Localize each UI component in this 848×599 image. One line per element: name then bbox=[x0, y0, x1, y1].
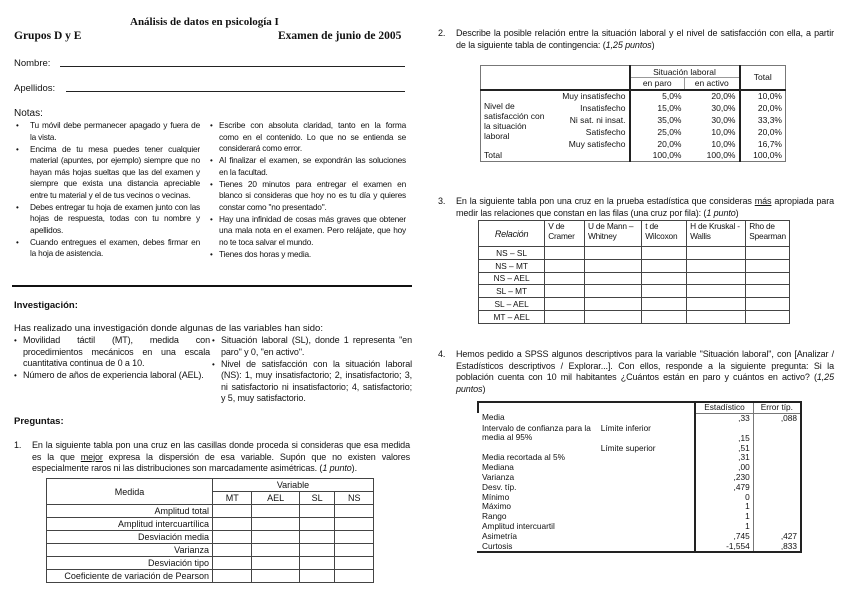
question-number: 2. bbox=[438, 28, 446, 38]
answer-cell[interactable] bbox=[545, 247, 585, 260]
row-label: Muy insatisfecho bbox=[553, 90, 630, 102]
note-item: • Al finalizar el examen, se expondrán las soluciones en la facultad. bbox=[210, 155, 406, 178]
question-number: 1. bbox=[14, 440, 22, 450]
error-value bbox=[753, 424, 801, 444]
stat-value: ,479 bbox=[695, 483, 753, 493]
variable-header: Variable bbox=[213, 479, 374, 492]
stat-value: ,31 bbox=[695, 453, 753, 463]
stat-sublabel bbox=[598, 463, 696, 473]
answer-cell[interactable] bbox=[584, 298, 641, 311]
answer-cell[interactable] bbox=[545, 298, 585, 311]
investigation-intro: Has realizado una investigación donde algunas de las variables han sido: bbox=[14, 323, 323, 334]
stat-sublabel bbox=[598, 512, 696, 522]
stat-value: 1 bbox=[695, 522, 753, 532]
stat-sublabel bbox=[598, 473, 696, 483]
answer-cell[interactable] bbox=[584, 272, 641, 285]
answer-cell[interactable] bbox=[584, 247, 641, 260]
test-col-header: V de Cramer bbox=[545, 221, 585, 247]
cell-value: 10,0% bbox=[740, 90, 786, 102]
stat-sublabel bbox=[598, 493, 696, 503]
measure-label: Varianza bbox=[47, 544, 213, 557]
answer-cell[interactable] bbox=[584, 259, 641, 272]
stat-value: 1 bbox=[695, 512, 753, 522]
stat-sublabel bbox=[598, 453, 696, 463]
situacion-header: Situación laboral bbox=[630, 66, 740, 78]
stat-label: Rango bbox=[482, 511, 507, 522]
test-col-header: t de Wilcoxon bbox=[642, 221, 687, 247]
error-value bbox=[753, 463, 801, 473]
error-value: ,833 bbox=[753, 542, 801, 553]
estadistico-header: Estadístico bbox=[695, 402, 753, 413]
stat-value: -1,554 bbox=[695, 542, 753, 553]
table-row bbox=[479, 285, 790, 298]
stat-sublabel bbox=[598, 532, 696, 542]
question-text: En la siguiente tabla pon una cruz en la prueba estadística que consideras más apropiada para medir las relaciones que constan en las filas (una cruz por fila): (1 punto) bbox=[456, 196, 834, 218]
total-value: 100,0% bbox=[630, 150, 685, 162]
answer-cell[interactable] bbox=[687, 285, 746, 298]
exam-date: Examen de junio de 2005 bbox=[278, 30, 402, 42]
answer-cell[interactable] bbox=[335, 557, 374, 570]
total-value: 100,0% bbox=[685, 150, 740, 162]
measure-label: Amplitud intercuartílica bbox=[47, 518, 213, 531]
relation-label: SL – MT bbox=[479, 285, 545, 298]
answer-cell[interactable] bbox=[213, 570, 252, 583]
total-label: Total bbox=[481, 150, 630, 162]
note-item: • Debes entregar tu hoja de examen junto con las hojas de respuesta, todas con tu nombre y apellidos. bbox=[14, 202, 200, 237]
table-row bbox=[47, 531, 374, 544]
row-label: Muy satisfecho bbox=[553, 138, 630, 150]
table-row bbox=[478, 483, 801, 493]
answer-cell[interactable] bbox=[213, 518, 252, 531]
notes-title: Notas: bbox=[14, 108, 43, 119]
notes-right-list bbox=[210, 120, 406, 261]
answer-cell[interactable] bbox=[299, 531, 335, 544]
answer-cell[interactable] bbox=[299, 557, 335, 570]
question-text: Describe la posible relación entre la situación laboral y el nivel de satisfacción con ella, a partir de la siguiente tabla de contingencia: (1,25 puntos) bbox=[456, 28, 834, 50]
col-en-paro: en paro bbox=[630, 78, 685, 90]
answer-cell[interactable] bbox=[252, 518, 299, 531]
cell-value: 10,0% bbox=[711, 138, 736, 149]
question-4 bbox=[438, 349, 834, 395]
test-col-header: H de Kruskal - Wallis bbox=[687, 221, 746, 247]
answer-cell[interactable] bbox=[746, 247, 790, 260]
variable-col-ael: AEL bbox=[252, 492, 299, 505]
error-header: Error típ. bbox=[753, 402, 801, 413]
relation-label: SL – AEL bbox=[479, 298, 545, 311]
answer-cell[interactable] bbox=[746, 285, 790, 298]
note-item: • Encima de tu mesa puedes tener cualquier material (apuntes, por ejemplo) siempre que no hayan más hojas sueltas que las del examen y siempre que exista una distancia apreciable entre tu material y el de tus vecinos o vecinas. bbox=[14, 144, 200, 202]
investigation-title: Investigación: bbox=[14, 300, 78, 311]
table-row bbox=[479, 310, 790, 323]
note-item: • Tienes 20 minutos para entregar el examen en blanco si consideras que hoy no es tu día y quieres constar como "no presentado". bbox=[210, 179, 406, 214]
question-2 bbox=[438, 28, 834, 51]
exam-groups: Grupos D y E bbox=[14, 30, 82, 42]
nombre-label: Nombre: bbox=[14, 58, 51, 69]
stat-value: ,00 bbox=[695, 463, 753, 473]
stat-value: ,745 bbox=[695, 532, 753, 542]
table-row bbox=[47, 544, 374, 557]
answer-cell[interactable] bbox=[299, 570, 335, 583]
row-group-label: Nivel de satisfacción con la situación laboral bbox=[481, 90, 553, 150]
note-item: • Tu móvil debe permanecer apagado y fuera de la vista. bbox=[14, 120, 200, 143]
stat-value: 1 bbox=[695, 502, 753, 512]
stat-label: Desv. típ. bbox=[482, 481, 517, 492]
test-selection-table bbox=[478, 220, 790, 324]
question-number: 4. bbox=[438, 349, 446, 359]
questions-title: Preguntas: bbox=[14, 416, 64, 427]
answer-cell[interactable] bbox=[687, 310, 746, 323]
stat-label: Intervalo de confianza para la media al 95% bbox=[482, 422, 591, 443]
table-row bbox=[478, 522, 801, 532]
answer-cell[interactable] bbox=[746, 272, 790, 285]
error-value bbox=[753, 512, 801, 522]
spss-descriptives-table bbox=[477, 401, 802, 553]
answer-cell[interactable] bbox=[252, 531, 299, 544]
answer-cell[interactable] bbox=[545, 272, 585, 285]
answer-cell[interactable] bbox=[335, 570, 374, 583]
question-text: Hemos pedido a SPSS algunos descriptivos para la variable "Situación laboral", con [Analizar / Estadísticos descriptivos / Explorar...]. Con ellos, responde a la siguiente pregunta: Si la población cuenta con 10 mil habitantes ¿Cuántos están en paro y cuántos en activo? (1,25 puntos) bbox=[456, 349, 834, 394]
answer-cell[interactable] bbox=[687, 259, 746, 272]
measure-label: Amplitud total bbox=[47, 505, 213, 518]
relation-label: NS – SL bbox=[479, 247, 545, 260]
answer-cell[interactable] bbox=[545, 259, 585, 272]
answer-cell[interactable] bbox=[642, 310, 687, 323]
note-item: • Hay una infinidad de cosas más graves que obtener una mala nota en el examen. Pero relájate, que hoy no te toca salvar el mundo. bbox=[210, 214, 406, 249]
answer-cell[interactable] bbox=[299, 505, 335, 518]
table-row bbox=[47, 570, 374, 583]
stat-sublabel: Límite superior bbox=[598, 444, 696, 454]
variable-col-mt: MT bbox=[213, 492, 252, 505]
answer-cell[interactable] bbox=[687, 298, 746, 311]
cell-value: 16,7% bbox=[740, 138, 786, 150]
table-row bbox=[479, 247, 790, 260]
contingency-table bbox=[480, 65, 786, 162]
cell-value: 10,0% bbox=[711, 126, 736, 137]
answer-cell[interactable] bbox=[213, 531, 252, 544]
answer-cell[interactable] bbox=[642, 298, 687, 311]
table-row bbox=[478, 493, 801, 503]
answer-cell[interactable] bbox=[335, 505, 374, 518]
stat-label: Curtosis bbox=[478, 542, 598, 553]
stat-sublabel: Límite inferior bbox=[598, 424, 696, 444]
cell-value: 35,0% bbox=[657, 114, 682, 125]
cell-value: 25,0% bbox=[657, 126, 682, 137]
stat-label: Asimetría bbox=[482, 530, 518, 541]
variable-item: • Movilidad táctil (MT), medida con procedimientos mecánicos en una escala cuantitativa continua de 0 a 10. bbox=[14, 335, 210, 370]
table-row bbox=[47, 505, 374, 518]
variables-left-list bbox=[14, 335, 210, 382]
variable-col-ns: NS bbox=[335, 492, 374, 505]
answer-cell[interactable] bbox=[252, 570, 299, 583]
question-text: En la siguiente tabla pon una cruz en las casillas donde proceda si consideras que esa medida es la que mejor expresa la dispersión de esa variable. Supón que no existen valores especialmente raros ni las distribuciones son marcadamente asimétricas. (1 punto). bbox=[32, 440, 411, 473]
error-value: ,088 bbox=[753, 413, 801, 423]
variables-right-list bbox=[212, 335, 412, 405]
cell-value: 15,0% bbox=[657, 102, 682, 113]
test-col-header: U de Mann – Whitney bbox=[584, 221, 641, 247]
apellidos-field[interactable] bbox=[66, 91, 405, 92]
total-value: 100,0% bbox=[740, 150, 786, 162]
stat-sublabel bbox=[598, 522, 696, 532]
answer-cell[interactable] bbox=[746, 310, 790, 323]
table-row bbox=[479, 298, 790, 311]
answer-cell[interactable] bbox=[335, 518, 374, 531]
error-value bbox=[753, 473, 801, 483]
answer-cell[interactable] bbox=[213, 505, 252, 518]
answer-cell[interactable] bbox=[252, 544, 299, 557]
stat-label: Varianza bbox=[482, 471, 515, 482]
stat-label: Máximo bbox=[482, 501, 512, 512]
answer-cell[interactable] bbox=[746, 259, 790, 272]
answer-cell[interactable] bbox=[642, 285, 687, 298]
corner-cell bbox=[481, 66, 630, 90]
stat-value: 0 bbox=[695, 493, 753, 503]
measure-label: Coeficiente de variación de Pearson bbox=[47, 570, 213, 583]
question-number: 3. bbox=[438, 196, 446, 206]
cell-value: 20,0% bbox=[740, 126, 786, 138]
variable-item: • Número de años de experiencia laboral (AEL). bbox=[14, 370, 210, 382]
table-row bbox=[47, 557, 374, 570]
relation-label: NS – AEL bbox=[479, 272, 545, 285]
answer-cell[interactable] bbox=[642, 247, 687, 260]
table-row bbox=[478, 453, 801, 463]
exam-title: Análisis de datos en psicología I bbox=[130, 16, 279, 28]
cell-value: 20,0% bbox=[740, 102, 786, 114]
cell-value: 33,3% bbox=[740, 114, 786, 126]
table-row bbox=[478, 532, 801, 542]
measure-label: Desviación media bbox=[47, 531, 213, 544]
error-value bbox=[753, 502, 801, 512]
table-row bbox=[479, 259, 790, 272]
answer-cell[interactable] bbox=[584, 310, 641, 323]
variable-item: • Nivel de satisfacción con la situación laboral (NS): 1, muy insatisfactorio; 2, insatisfactorio; 3, ni satisfactorio ni insatisfactorio; 4, satisfactorio; y 5, muy satisfactorio. bbox=[212, 359, 412, 405]
test-col-header: Rho de Spearman bbox=[746, 221, 790, 247]
stat-label: Mínimo bbox=[482, 491, 510, 502]
error-value bbox=[753, 453, 801, 463]
row-label: Insatisfecho bbox=[553, 102, 630, 114]
table-row bbox=[478, 424, 801, 444]
relation-header: Relación bbox=[479, 221, 545, 247]
stat-sublabel bbox=[598, 502, 696, 512]
question-1 bbox=[14, 440, 410, 475]
relation-label: MT – AEL bbox=[479, 310, 545, 323]
answer-cell[interactable] bbox=[584, 285, 641, 298]
answer-cell[interactable] bbox=[299, 518, 335, 531]
answer-cell[interactable] bbox=[252, 505, 299, 518]
question-3 bbox=[438, 196, 834, 219]
dispersion-table bbox=[46, 478, 374, 583]
measure-header: Medida bbox=[47, 479, 213, 505]
stat-sublabel bbox=[598, 483, 696, 493]
stat-label: Media bbox=[482, 412, 505, 423]
stat-label: Media recortada al 5% bbox=[482, 452, 566, 463]
total-header: Total bbox=[740, 66, 786, 90]
answer-cell[interactable] bbox=[687, 247, 746, 260]
cell-value: 5,0% bbox=[630, 90, 685, 102]
table-row bbox=[478, 502, 801, 512]
error-value bbox=[753, 444, 801, 454]
measure-label: Desviación tipo bbox=[47, 557, 213, 570]
apellidos-label: Apellidos: bbox=[14, 83, 56, 94]
error-value bbox=[753, 483, 801, 493]
note-item: • Cuando entregues el examen, debes firmar en la hoja de asistencia. bbox=[14, 237, 200, 260]
answer-cell[interactable] bbox=[642, 259, 687, 272]
stat-value: ,51 bbox=[695, 444, 753, 454]
answer-cell[interactable] bbox=[299, 544, 335, 557]
row-label: Satisfecho bbox=[553, 126, 630, 138]
cell-value: 30,0% bbox=[711, 102, 736, 113]
table-row bbox=[47, 518, 374, 531]
answer-cell[interactable] bbox=[545, 285, 585, 298]
stat-sublabel bbox=[598, 542, 696, 553]
note-item: • Tienes dos horas y media. bbox=[210, 249, 406, 261]
notes-left-list bbox=[14, 120, 200, 260]
variable-col-sl: SL bbox=[299, 492, 335, 505]
answer-cell[interactable] bbox=[335, 531, 374, 544]
answer-cell[interactable] bbox=[687, 272, 746, 285]
corner-cell bbox=[478, 402, 695, 413]
note-item: • Escribe con absoluta claridad, tanto en la forma como en el contenido. Lo que no se entienda se considerará como error. bbox=[210, 120, 406, 155]
error-value bbox=[753, 493, 801, 503]
stat-value: ,15 bbox=[695, 424, 753, 444]
cell-value: 20,0% bbox=[685, 90, 740, 102]
answer-cell[interactable] bbox=[545, 310, 585, 323]
stat-value: ,230 bbox=[695, 473, 753, 483]
section-divider bbox=[12, 285, 412, 287]
relation-label: NS – MT bbox=[479, 259, 545, 272]
table-row bbox=[481, 90, 786, 102]
row-label: Ni sat. ni insat. bbox=[553, 114, 630, 126]
cell-value: 30,0% bbox=[711, 114, 736, 125]
stat-value: ,33 bbox=[695, 413, 753, 423]
cell-value: 20,0% bbox=[657, 138, 682, 149]
answer-cell[interactable] bbox=[213, 557, 252, 570]
total-row bbox=[481, 150, 786, 162]
answer-cell[interactable] bbox=[642, 272, 687, 285]
stat-label: Amplitud intercuartil bbox=[482, 520, 555, 531]
table-row bbox=[479, 272, 790, 285]
nombre-field[interactable] bbox=[60, 66, 405, 67]
answer-cell[interactable] bbox=[213, 544, 252, 557]
variable-item: • Situación laboral (SL), donde 1 representa "en paro" y 0, "en activo". bbox=[212, 335, 412, 358]
error-value: ,427 bbox=[753, 532, 801, 542]
table-row bbox=[478, 473, 801, 483]
stat-label: Mediana bbox=[482, 462, 514, 473]
col-en-activo: en activo bbox=[694, 78, 729, 89]
table-row bbox=[478, 463, 801, 473]
answer-cell[interactable] bbox=[746, 298, 790, 311]
table-row bbox=[478, 542, 801, 553]
answer-cell[interactable] bbox=[252, 557, 299, 570]
answer-cell[interactable] bbox=[335, 544, 374, 557]
